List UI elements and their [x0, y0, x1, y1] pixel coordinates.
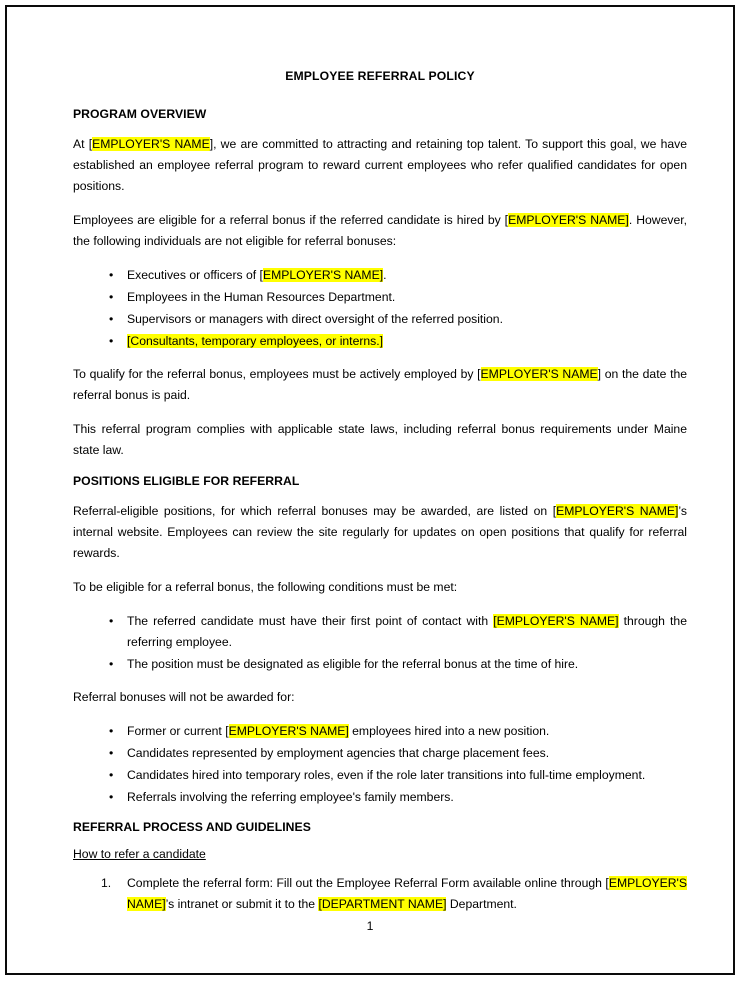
page-title: EMPLOYEE REFERRAL POLICY: [285, 69, 475, 83]
paragraph-eligibility: [73, 210, 687, 252]
paragraph-program-overview-intro: [73, 134, 687, 197]
highlight-employer-name: EMPLOYER'S NAME]: [508, 212, 629, 227]
text-segment: The position must be designated as eligible for the referral bonus at the time of hire.: [127, 656, 579, 671]
highlight-consultants-clause: [Consultants, temporary employees, or interns.]: [127, 333, 384, 348]
paragraph-qualify-active-employment: [73, 364, 687, 406]
text-segment: Employees in the Human Resources Department.: [127, 289, 396, 304]
paragraph-conditions-intro: [73, 577, 687, 598]
highlight-employer-name: EMPLOYER'S NAME]: [127, 875, 687, 911]
text-segment: ] on the date the referral bonus is paid.: [73, 366, 688, 402]
text-segment: Referral bonuses will not be awarded for:: [73, 689, 295, 704]
text-segment: .: [383, 267, 387, 282]
list-item: [73, 743, 687, 764]
highlight-employer-name: EMPLOYER'S NAME: [92, 137, 210, 151]
document-page: [5, 5, 735, 975]
text-segment: Supervisors or managers with direct oversight of the referred position.: [127, 311, 503, 326]
list-not-awarded: [73, 721, 687, 808]
list-referral-steps: [73, 873, 687, 915]
text-segment: The referred candidate must have their first point of contact with: [127, 613, 494, 628]
section-heading-program-overview: PROGRAM OVERVIEW: [73, 107, 207, 121]
list-item: [73, 654, 687, 675]
list-exclusions: [73, 265, 687, 352]
text-segment: At [: [73, 137, 93, 151]
list-item: [73, 787, 687, 808]
list-item: [73, 265, 687, 286]
text-segment: ’s internal website. Employees can review the site regularly for updates on open positions that qualify for referral rewards.: [73, 503, 687, 560]
list-item: [73, 873, 687, 915]
paragraph-not-awarded-intro: [73, 687, 687, 708]
sub-heading-how-to-refer: How to refer a candidate: [73, 846, 206, 861]
list-item: [73, 611, 687, 653]
page-number: 1: [366, 919, 374, 933]
highlight-employer-name: EMPLOYER'S NAME]: [228, 723, 349, 738]
list-item: [73, 331, 687, 352]
text-segment: Executives or officers of [: [127, 267, 263, 282]
list-conditions: [73, 611, 687, 675]
list-item: [73, 287, 687, 308]
highlight-employer-name: EMPLOYER'S NAME]: [262, 267, 384, 282]
highlight-employer-name: [EMPLOYER'S NAME]: [493, 613, 619, 628]
paragraph-state-law-compliance: [73, 419, 687, 461]
highlight-department-name: [DEPARTMENT NAME]: [318, 896, 447, 911]
text-segment: Complete the referral form: Fill out the Employee Referral Form available online through [: [127, 875, 609, 890]
text-segment: employees hired into a new position.: [348, 723, 550, 738]
section-heading-referral-process: REFERRAL PROCESS AND GUIDELINES: [73, 819, 311, 834]
list-item: [73, 309, 687, 330]
text-segment: Candidates hired into temporary roles, even if the role later transitions into full-time employment.: [127, 767, 646, 782]
text-segment: ], we are committed to attracting and retaining top talent. To support this goal, we have established an employee referral program to reward current employees who refer qualified candidates for open positions.: [73, 137, 688, 193]
text-segment: . However, the following individuals are not eligible for referral bonuses:: [73, 212, 687, 248]
text-segment: ’s intranet or submit it to the: [165, 896, 319, 911]
highlight-employer-name: EMPLOYER'S NAME: [480, 366, 598, 381]
paragraph-positions-listed: [73, 501, 687, 564]
section-heading-positions-eligible: POSITIONS ELIGIBLE FOR REFERRAL: [73, 473, 300, 488]
text-segment: Referrals involving the referring employee's family members.: [127, 789, 454, 804]
text-segment: Candidates represented by employment agencies that charge placement fees.: [127, 745, 550, 760]
highlight-employer-name: EMPLOYER'S NAME]: [556, 503, 679, 518]
text-segment: Former or current [: [127, 723, 229, 738]
list-item: [73, 721, 687, 742]
list-item: [73, 765, 687, 786]
text-segment: To be eligible for a referral bonus, the following conditions must be met:: [73, 579, 458, 594]
text-segment: Employees are eligible for a referral bonus if the referred candidate is hired by [: [73, 212, 509, 227]
text-segment: Department.: [446, 896, 517, 911]
text-segment: This referral program complies with applicable state laws, including referral bonus requirements under Maine state law.: [73, 421, 687, 457]
text-segment: through the referring employee.: [127, 613, 687, 649]
text-segment: Referral-eligible positions, for which referral bonuses may be awarded, are listed on [: [73, 503, 557, 518]
document-content: [73, 69, 687, 915]
text-segment: To qualify for the referral bonus, employees must be actively employed by [: [73, 366, 481, 381]
